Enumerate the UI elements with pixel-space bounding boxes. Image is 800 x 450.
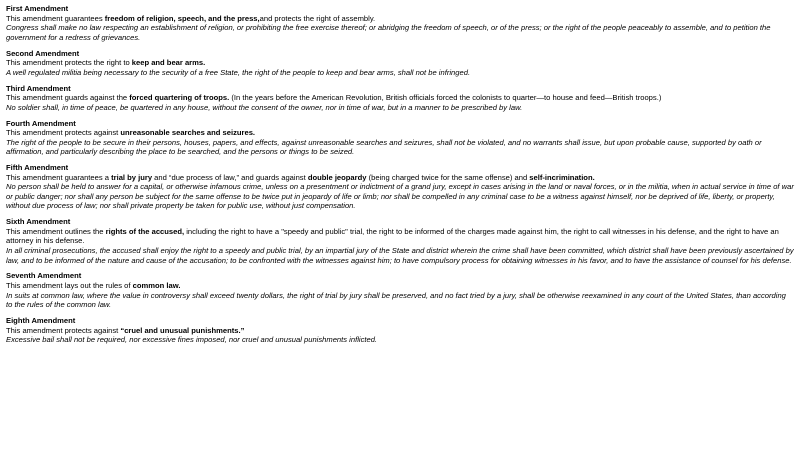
amendment-title: Seventh Amendment (6, 271, 82, 281)
amendment-summary (6, 227, 794, 246)
amendment-title: Fifth Amendment (6, 163, 69, 173)
summary-emphasis: trial by jury (111, 172, 153, 182)
summary-emphasis: forced quartering of troops. (129, 93, 230, 103)
amendment-summary (6, 93, 794, 103)
summary-text: This amendment lays out the rules of (6, 280, 133, 290)
amendment-text: Excessive bail shall not be required, nor excessive fines imposed, nor cruel and unusual punishments inflicted. (6, 335, 378, 345)
summary-text: including the right to have a "speedy and public" trial, the right to be informed of the charges made against him, the right to call witnesses in his defense, and the right to have an attorney in his defense. (6, 226, 779, 246)
amendment-text: Congress shall make no law respecting an establishment of religion, or prohibiting the free exercise thereof; or abridging the freedom of speech, or of the press; or the right of the people peaceably to assemble, and to petition the government for a redress of grievances. (6, 23, 771, 42)
amendment-fourth (6, 119, 794, 157)
amendment-summary (6, 14, 794, 24)
amendment-summary (6, 281, 794, 291)
amendment-text: In all criminal prosecutions, the accused shall enjoy the right to a speedy and public trial, by an impartial jury of the State and district wherein the crime shall have been committed, which district shall have been previously ascertained by law, and to be informed of the nature and cause of the accusation; to be confronted with the witnesses against him; to have compulsory process for obtaining witnesses in his favor, and to have the assistance of counsel for his defense. (6, 246, 794, 265)
summary-text: (being charged twice for the same offense) and (366, 172, 530, 182)
summary-emphasis: double jeopardy (307, 172, 367, 182)
summary-text: This amendment outlines the (6, 226, 106, 236)
summary-text: This amendment protects against (6, 325, 121, 335)
amendment-text: In suits at common law, where the value in controversy shall exceed twenty dollars, the right of trial by jury shall be preserved, and no fact tried by a jury, shall be otherwise reexamined in any court of the United States, than according to the rules of the common law. (6, 290, 786, 310)
summary-text: This amendment protects the right to (6, 58, 132, 68)
summary-emphasis: common law. (132, 280, 181, 290)
summary-text: This amendment guarantees (6, 13, 105, 23)
amendment-first (6, 4, 794, 42)
summary-emphasis: freedom of religion, speech, and the press, (104, 13, 260, 23)
amendment-title: Second Amendment (6, 48, 80, 58)
amendment-text: The right of the people to be secure in their persons, houses, papers, and effects, against unreasonable searches and seizures, shall not be violated, and no warrants shall issue, but upon probable cause, supported by oath or affirmation, and particularly describing the place to be searched, and the persons or things to be seized. (6, 137, 762, 157)
summary-emphasis: rights of the accused, (105, 226, 185, 236)
amendment-text: No soldier shall, in time of peace, be quartered in any house, without the consent of the owner, nor in time of war, but in a manner to be prescribed by law. (6, 102, 523, 112)
summary-emphasis: keep and bear arms. (131, 58, 206, 68)
summary-text: and “due process of law,” and guards against (152, 172, 308, 182)
amendment-third (6, 84, 794, 113)
amendment-seventh (6, 271, 794, 309)
amendment-summary (6, 128, 794, 138)
amendment-fifth (6, 163, 794, 211)
amendment-summary (6, 326, 794, 336)
amendment-text: A well regulated militia being necessary to the security of a free State, the right of the people to keep and bear arms, shall not be infringed. (6, 67, 471, 77)
amendment-title: Sixth Amendment (6, 217, 71, 227)
amendment-text: No person shall be held to answer for a capital, or otherwise infamous crime, unless on a presentment or indictment of a grand jury, except in cases arising in the land or naval forces, or in the militia, when in actual service in time of war or public danger; nor shall any person be subject for the same offense to be twice put in jeopardy of life or limb; nor shall be compelled in any criminal case to be a witness against himself, nor be deprived of life, liberty, or property, without due process of law; nor shall private property be taken for public use, without just compensation. (6, 182, 794, 211)
amendment-summary (6, 173, 794, 183)
summary-emphasis: unreasonable searches and seizures. (120, 128, 256, 138)
amendment-title: Eighth Amendment (6, 315, 76, 325)
summary-text: This amendment guarantees a (6, 172, 112, 182)
amendment-summary (6, 58, 794, 68)
summary-emphasis: “cruel and unusual punishments.” (120, 325, 245, 335)
summary-text: This amendment guards against the (6, 93, 130, 103)
amendment-title: Fourth Amendment (6, 118, 76, 128)
amendment-eighth (6, 316, 794, 345)
amendment-title: First Amendment (6, 4, 69, 13)
amendment-second (6, 49, 794, 78)
summary-emphasis: self-incrimination. (529, 172, 595, 182)
amendment-sixth (6, 217, 794, 265)
summary-text: This amendment protects against (6, 128, 121, 138)
summary-text: and protects the right of assembly. (259, 13, 376, 23)
summary-text: (In the years before the American Revolution, British officials forced the colonists to quarter—to house and feed—British troops.) (229, 93, 662, 103)
amendment-title: Third Amendment (6, 83, 71, 93)
